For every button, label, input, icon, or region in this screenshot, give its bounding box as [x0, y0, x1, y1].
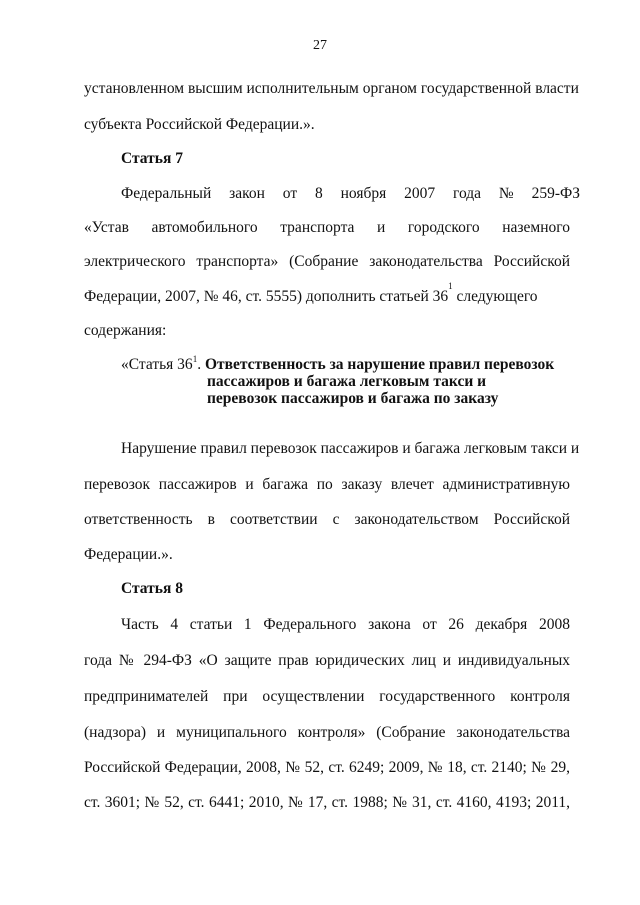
quote-prefix: «Статья 36 — [121, 356, 193, 373]
quote-title: пассажиров и багажа легковым такси и — [207, 373, 487, 390]
article-heading: Статья 7 — [121, 150, 183, 167]
text-line: содержания: — [84, 322, 167, 339]
text-line: электрического транспорта» (Собрание законодательства Российской — [84, 253, 570, 270]
article-heading: Статья 8 — [121, 580, 183, 597]
text-fragment: Федерации, 2007, № 46, ст. 5555) дополнить статьей 36 — [84, 288, 449, 305]
text-line: ст. 3601; № 52, ст. 6441; 2010, № 17, ст. 1988; № 31, ст. 4160, 4193; 2011, — [84, 794, 570, 811]
page-number: 27 — [313, 38, 327, 53]
quote-title: Ответственность за нарушение правил перевозок — [204, 356, 555, 373]
quoted-article-heading — [121, 356, 554, 374]
text-line: Федерации.». — [84, 546, 173, 563]
text-fragment: следующего — [452, 288, 538, 305]
text-line: перевозок пассажиров и багажа по заказу влечет административную — [84, 476, 570, 493]
text-line: установленном высшим исполнительным органом государственной власти — [84, 80, 579, 97]
superscript: 1 — [448, 281, 453, 291]
quote-title: перевозок пассажиров и багажа по заказу — [207, 390, 499, 407]
superscript: 1 — [192, 354, 198, 364]
text-line: Российской Федерации, 2008, № 52, ст. 6249; 2009, № 18, ст. 2140; № 29, — [84, 759, 570, 776]
text-line: (надзора) и муниципального контроля» (Собрание законодательства — [84, 724, 570, 741]
text-line: субъекта Российской Федерации.». — [84, 116, 315, 133]
text-line: года № 294-ФЗ «О защите прав юридических лиц и индивидуальных — [84, 652, 570, 669]
text-line: «Устав автомобильного транспорта и городского наземного — [84, 219, 570, 236]
text-line: ответственность в соответствии с законодательством Российской — [84, 511, 570, 528]
text-line: Часть 4 статьи 1 Федерального закона от 26 декабря 2008 — [121, 616, 570, 633]
text-line-with-superscript — [84, 281, 570, 306]
text-line: предпринимателей при осуществлении государственного контроля — [84, 688, 570, 705]
quote-dot: . — [197, 356, 205, 373]
text-line: Федеральный закон от 8 ноября 2007 года № 259-ФЗ — [121, 185, 581, 202]
text-line: Нарушение правил перевозок пассажиров и багажа легковым такси и — [121, 440, 580, 457]
